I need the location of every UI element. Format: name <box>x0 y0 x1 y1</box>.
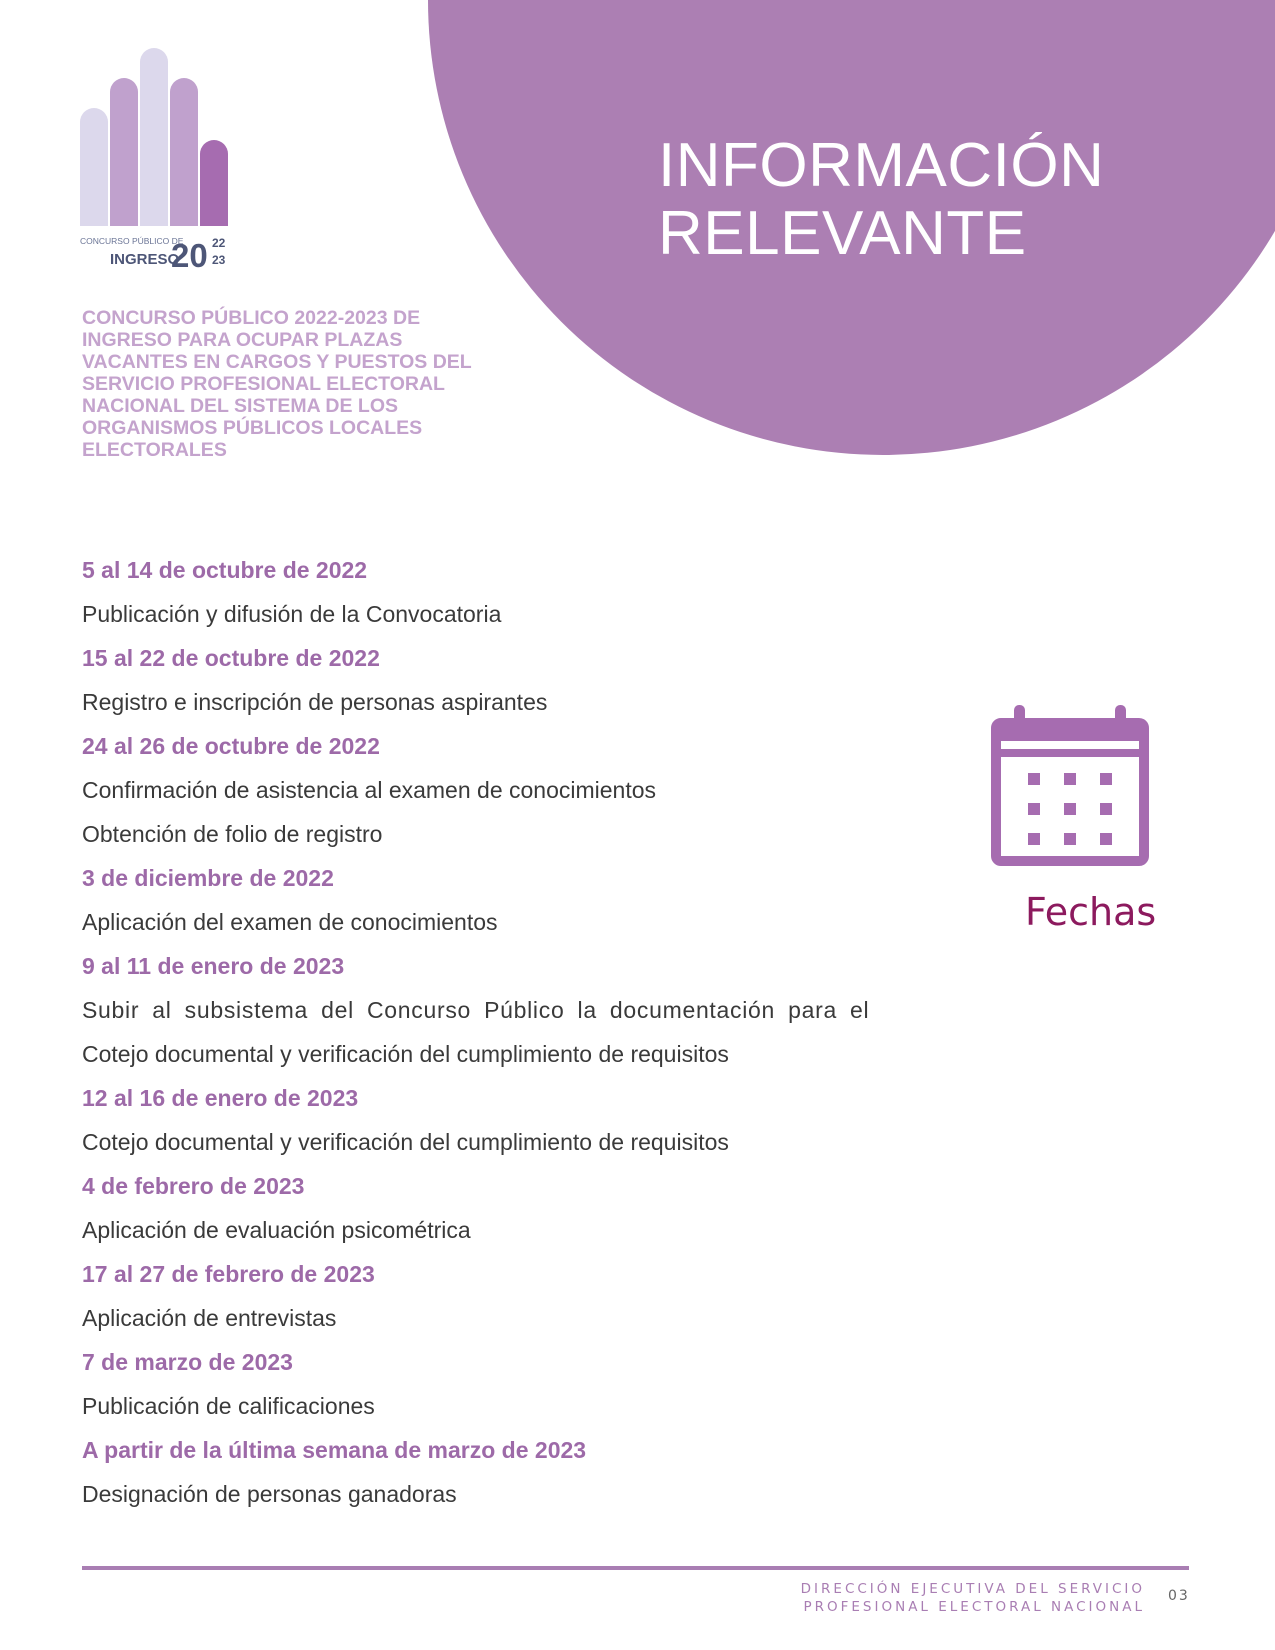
schedule-list <box>82 548 902 1516</box>
page-title <box>658 132 1104 268</box>
schedule-description: Publicación de calificaciones <box>82 1393 375 1419</box>
page-title-line1: INFORMACIÓN <box>658 131 1105 200</box>
schedule-description: Designación de personas ganadoras <box>82 1481 457 1507</box>
schedule-date: 17 al 27 de febrero de 2023 <box>82 1261 375 1287</box>
schedule-date: 5 al 14 de octubre de 2022 <box>82 557 368 583</box>
schedule-date: 12 al 16 de enero de 2023 <box>82 1085 359 1111</box>
schedule-description: Cotejo documental y verificación del cumplimiento de requisitos <box>82 1129 729 1155</box>
logo-bar-5-base <box>200 160 228 226</box>
footer-line: PROFESIONAL ELECTORAL NACIONAL <box>803 1599 1145 1615</box>
schedule-description: Registro e inscripción de personas aspirantes <box>82 689 548 715</box>
schedule-description: Obtención de folio de registro <box>82 821 383 847</box>
schedule-date: 15 al 22 de octubre de 2022 <box>82 645 380 671</box>
schedule-description: Confirmación de asistencia al examen de conocimientos <box>82 777 657 803</box>
contest-title-line: SERVICIO PROFESIONAL ELECTORAL <box>82 373 445 395</box>
logo-caption-small: CONCURSO PÚBLICO DE <box>80 236 184 246</box>
logo-year-top: 22 <box>212 236 226 250</box>
contest-title-line: INGRESO PARA OCUPAR PLAZAS <box>82 329 403 351</box>
logo-caption-word: INGRESO <box>110 251 180 268</box>
schedule-date: 3 de diciembre de 2022 <box>82 865 334 891</box>
page-number: 03 <box>1168 1588 1190 1604</box>
footer-line: DIRECCIÓN EJECUTIVA DEL SERVICIO <box>800 1581 1145 1597</box>
page-title-line2: RELEVANTE <box>658 199 1027 268</box>
schedule-date: 9 al 11 de enero de 2023 <box>82 953 345 979</box>
contest-title <box>82 307 522 461</box>
logo-bar-2-base <box>110 98 138 226</box>
schedule-description: Cotejo documental y verificación del cumplimiento de requisitos <box>82 1041 729 1067</box>
contest-title-line: VACANTES EN CARGOS Y PUESTOS DEL <box>82 351 472 373</box>
contest-title-line: CONCURSO PÚBLICO 2022-2023 DE <box>82 307 421 329</box>
contest-title-line: NACIONAL DEL SISTEMA DE LOS <box>82 395 398 417</box>
schedule-date: 4 de febrero de 2023 <box>82 1173 305 1199</box>
schedule-description: Aplicación de entrevistas <box>82 1305 337 1331</box>
logo-bar-1-base <box>80 128 108 226</box>
calendar-icon <box>990 705 1150 870</box>
logo-bar-4-base <box>170 98 198 226</box>
schedule-date: A partir de la última semana de marzo de 2023 <box>82 1437 587 1463</box>
fechas-label: Fechas <box>1025 890 1157 934</box>
schedule-description: Subir al subsistema del Concurso Público la documentación para el <box>82 997 870 1023</box>
schedule-date: 24 al 26 de octubre de 2022 <box>82 733 380 759</box>
schedule-description: Aplicación del examen de conocimientos <box>82 909 498 935</box>
logo-year-big: 20 <box>171 237 208 274</box>
footer-organization <box>801 1580 1145 1616</box>
contest-title-line: ORGANISMOS PÚBLICOS LOCALES <box>82 417 423 439</box>
schedule-date: 7 de marzo de 2023 <box>82 1349 293 1375</box>
schedule-description: Aplicación de evaluación psicométrica <box>82 1217 471 1243</box>
contest-logo <box>80 48 240 283</box>
footer-divider <box>82 1566 1189 1570</box>
contest-title-line: ELECTORALES <box>82 439 227 461</box>
logo-bar-3-base <box>140 68 168 226</box>
logo-year-bottom: 23 <box>212 253 226 267</box>
schedule-description: Publicación y difusión de la Convocatoria <box>82 601 502 627</box>
